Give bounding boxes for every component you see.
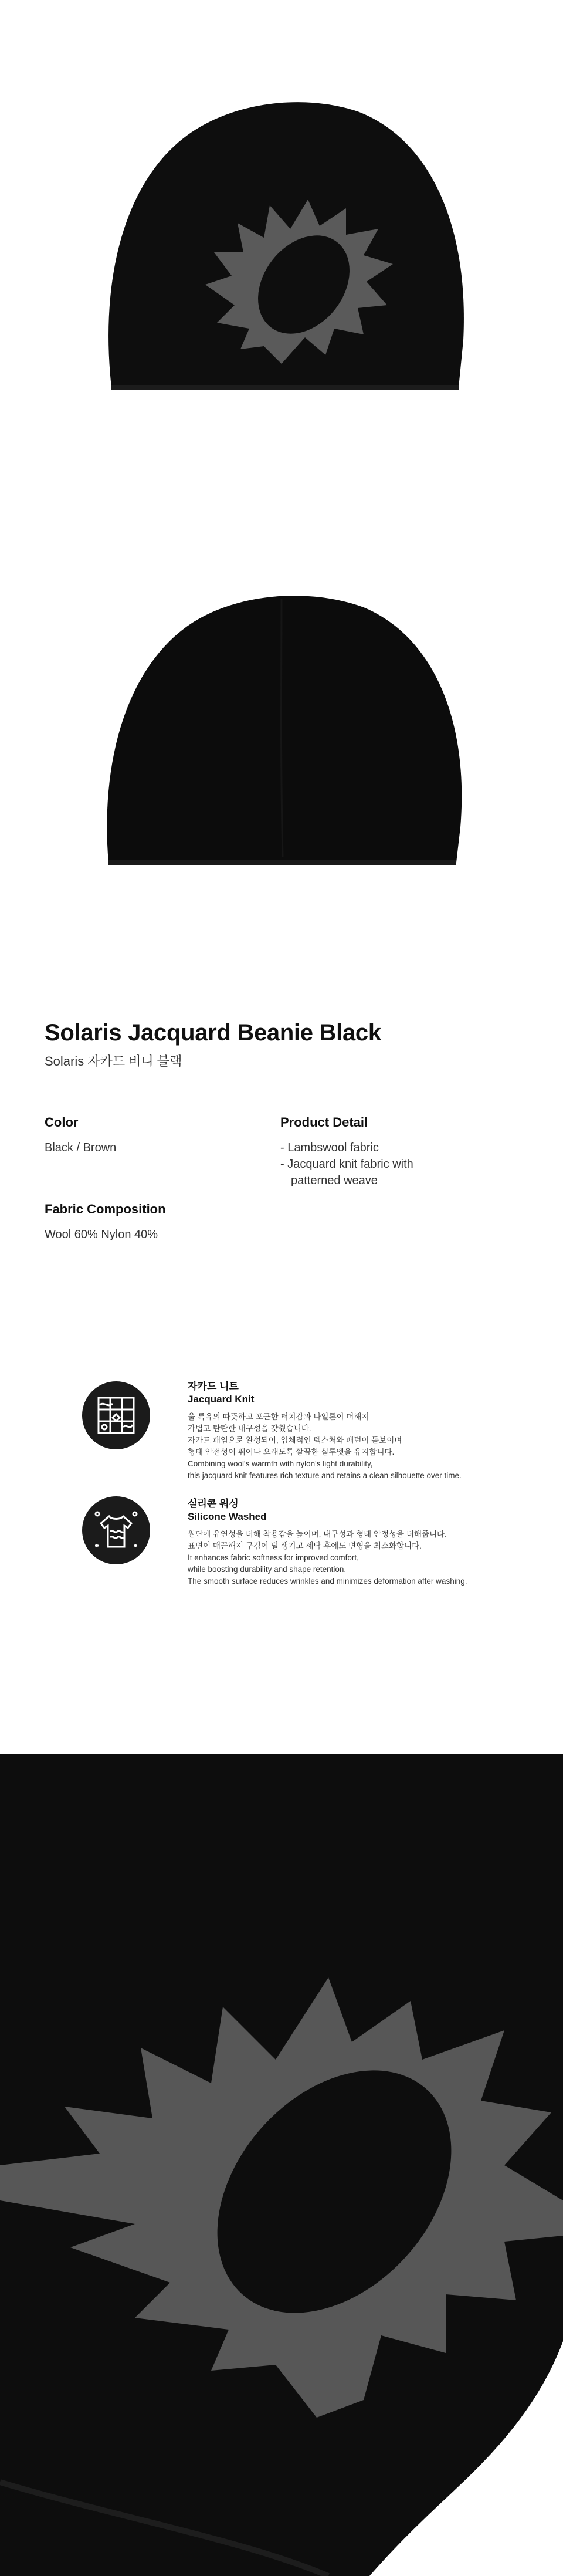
feature-title-ko: 실리콘 워싱 xyxy=(188,1498,239,1509)
fabric-composition-value: Wool 60% Nylon 40% xyxy=(45,1228,158,1241)
silicone-washed-icon xyxy=(82,1496,150,1564)
product-subtitle: Solaris 자카드 비니 블랙 xyxy=(45,1054,182,1069)
product-detail-label: Product Detail xyxy=(280,1115,368,1130)
feature-title-ko: 자카드 니트 xyxy=(188,1381,239,1392)
product-detail-list xyxy=(280,1140,456,1189)
feature-title-en: Silicone Washed xyxy=(188,1511,267,1522)
color-label: Color xyxy=(45,1115,79,1130)
fabric-composition-label: Fabric Composition xyxy=(45,1202,166,1216)
feature-jacquard-knit xyxy=(188,1378,551,1482)
feature-description: 원단에 유연성을 더해 착용감을 높이며, 내구성과 형태 안정성을 더해줍니다. 표면이 매끈해져 구김이 덜 생기고 세탁 후에도 변형을 최소화합니다. It enhances fabric softness for improved comfort, while boosting durability and shape retention. The smooth surface reduces wrinkles and minimizes deformation after washing. xyxy=(188,1530,467,1586)
feature-description: 울 특유의 따뜻하고 포근한 터치감과 나일론이 더해져 가볍고 탄탄한 내구성을 갖췄습니다. 자카드 패임으로 완성되어, 입체적인 텍스처와 패턴이 돋보이며 형태 안전성이 뛰어나 오래도록 깔끔한 실루엣을 유지합니다. Combining wool's warmth with nylon's light durability, this jacquard knit features rich texture and retains a clean silhouette over time. xyxy=(188,1412,462,1480)
jacquard-knit-icon xyxy=(82,1381,150,1449)
product-image-back xyxy=(88,581,475,874)
feature-silicone-washed xyxy=(188,1495,551,1587)
feature-title-en: Jacquard Knit xyxy=(188,1394,255,1405)
color-value: Black / Brown xyxy=(45,1141,117,1154)
detail-item: - Lambswool fabric xyxy=(280,1140,456,1156)
product-image-detail xyxy=(0,1754,563,2576)
product-title: Solaris Jacquard Beanie Black xyxy=(45,1020,381,1046)
product-image-front xyxy=(88,88,475,399)
detail-item: - Jacquard knit fabric with patterned weave xyxy=(280,1156,456,1189)
